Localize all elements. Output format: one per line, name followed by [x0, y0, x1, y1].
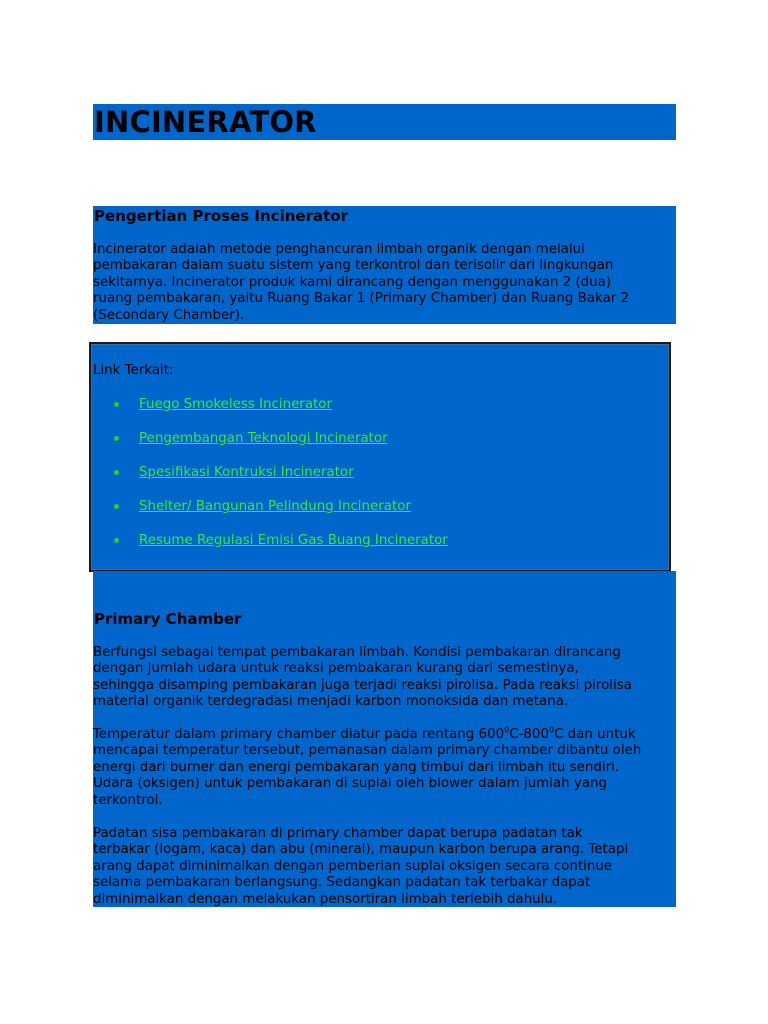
related-links-label: Link Terkait: [93, 363, 174, 378]
degree-superscript: 0 [504, 725, 510, 735]
bullet-icon [114, 470, 119, 475]
section-definition-paragraph: Incinerator adalah metode penghancuran limbah organik dengan melalui pembakaran dalam suatu sistem yang terkontrol dan terisolir dari lingkungan sekitarnya. Incinerator produk kami dirancang dengan menggunakan 2 (dua) ruang pembakaran, yaitu Ruang Bakar 1 (Primary Chamber) dan Ruang Bakar 2 (Secondary Chamber). [93, 242, 630, 323]
bullet-icon [114, 504, 119, 509]
section-primary-chamber-heading: Primary Chamber [94, 610, 242, 628]
related-link[interactable]: Pengembangan Teknologi Incinerator [139, 431, 388, 446]
related-link[interactable]: Resume Regulasi Emisi Gas Buang Incinerator [139, 533, 448, 548]
related-link[interactable]: Spesifikasi Kontruksi Incinerator [139, 465, 354, 480]
primary-chamber-paragraph-1: Berfungsi sebagai tempat pembakaran limbah. Kondisi pembakaran dirancang dengan jumlah udara untuk reaksi pembakaran kurang dari semestinya, sehingga disamping pembakaran juga terjadi reaksi pirolisa. Pada reaksi pirolisa material organik terdegradasi menjadi karbon monoksida dan metana. [93, 645, 632, 710]
degree-superscript: 0 [548, 725, 555, 735]
primary-chamber-paragraph-2: Temperatur dalam primary chamber diatur pada rentang $600^0C-800^0C$ dan untuk mencapai temperatur tersebut, pemanasan dalam primary chamber dibantu oleh energi dari burner dan energi pembakaran yang timbul dari limbah itu sendiri. Udara (oksigen) untuk pembakaran di suplai oleh blower dalam jumlah yang terkontrol. [93, 725, 642, 808]
bullet-icon [114, 402, 119, 407]
bullet-icon [114, 538, 119, 543]
bullet-icon [114, 436, 119, 441]
primary-chamber-paragraph-3: Padatan sisa pembakaran di primary chamber dapat berupa padatan tak terbakar (logam, kaca) dan abu (mineral), maupun karbon berupa arang. Tetapi arang dapat diminimalkan dengan pemberian suplai oksigen secara continue selama pembakaran berlangsung. Sedangkan padatan tak terbakar dapat diminimalkan dengan melakukan pensortiran limbah terlebih dahulu. [93, 826, 629, 907]
related-link[interactable]: Shelter/ Bangunan Pelindung Incinerator [139, 499, 411, 514]
page-title: INCINERATOR [94, 105, 317, 139]
section-definition-heading: Pengertian Proses Incinerator [94, 207, 348, 225]
related-link[interactable]: Fuego Smokeless Incinerator [139, 397, 332, 412]
